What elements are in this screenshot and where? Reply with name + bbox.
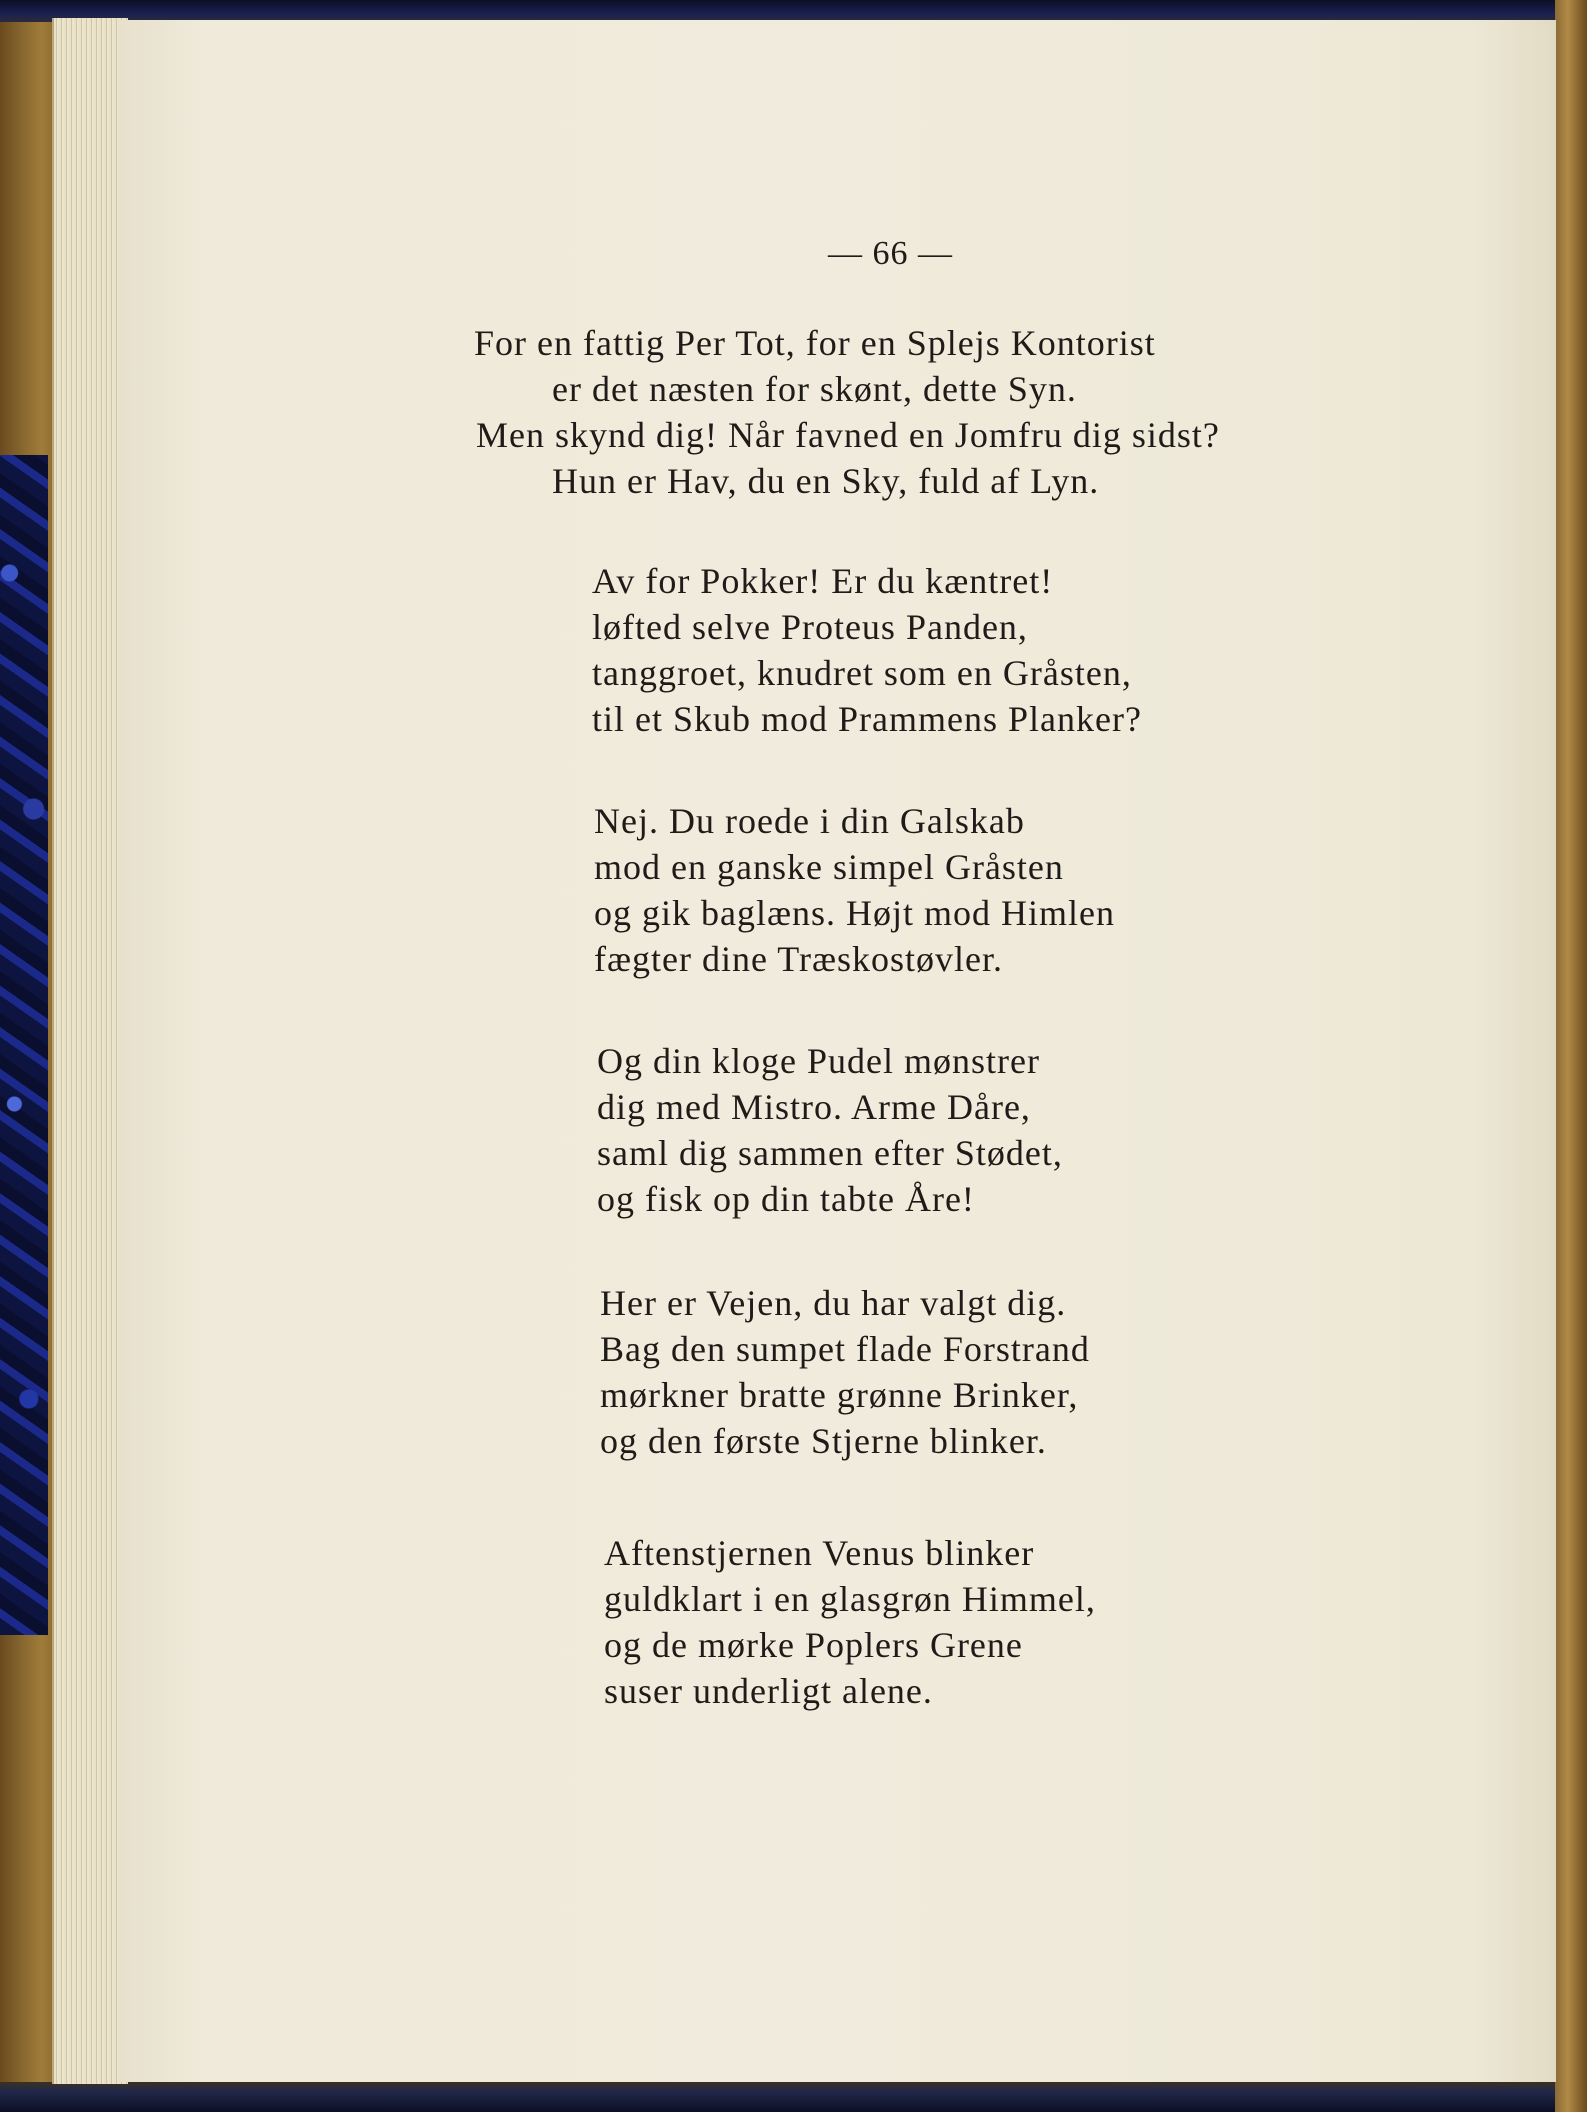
marbled-cover-paper [0, 455, 48, 1635]
verse-line: dig med Mistro. Arme Dåre, [597, 1087, 1031, 1127]
verse-line: guldklart i en glasgrøn Himmel, [604, 1579, 1096, 1619]
verse-line: Bag den sumpet flade Forstrand [600, 1329, 1090, 1369]
verse-line: Og din kloge Pudel mønstrer [597, 1041, 1040, 1081]
verse-line: og fisk op din tabte Åre! [597, 1179, 975, 1219]
book-cover-right-edge [1555, 0, 1587, 2112]
verse-line: Av for Pokker! Er du kæntret! [592, 561, 1054, 601]
verse-line: fægter dine Træskostøvler. [594, 939, 1004, 979]
verse-line: tanggroet, knudret som en Gråsten, [592, 653, 1132, 693]
verse-line: og de mørke Poplers Grene [604, 1625, 1023, 1665]
verse-line: mod en ganske simpel Gråsten [594, 847, 1064, 887]
verse-line: Aftenstjernen Venus blinker [604, 1533, 1035, 1573]
book-page [118, 20, 1556, 2082]
verse-line: suser underligt alene. [604, 1671, 933, 1711]
page-number: — 66 — [828, 235, 953, 272]
verse-line: og gik baglæns. Højt mod Himlen [594, 893, 1115, 933]
book-cover-bottom-edge [0, 2082, 1587, 2112]
verse-line: er det næsten for skønt, dette Syn. [552, 369, 1077, 409]
book-cover-top-edge [0, 0, 1587, 22]
verse-line: løfted selve Proteus Panden, [592, 607, 1028, 647]
verse-line: Nej. Du roede i din Galskab [594, 801, 1025, 841]
verse-line: og den første Stjerne blinker. [600, 1421, 1047, 1461]
verse-line: Hun er Hav, du en Sky, fuld af Lyn. [552, 461, 1100, 501]
verse-line: Her er Vejen, du har valgt dig. [600, 1283, 1067, 1323]
verse-line: mørkner bratte grønne Brinker, [600, 1375, 1079, 1415]
verse-line: til et Skub mod Prammens Planker? [592, 699, 1142, 739]
page-block-edges [52, 18, 128, 2084]
verse-line: Men skynd dig! Når favned en Jomfru dig sidst? [476, 415, 1220, 455]
verse-line: saml dig sammen efter Stødet, [597, 1133, 1063, 1173]
verse-line: For en fattig Per Tot, for en Splejs Kontorist [474, 323, 1156, 363]
